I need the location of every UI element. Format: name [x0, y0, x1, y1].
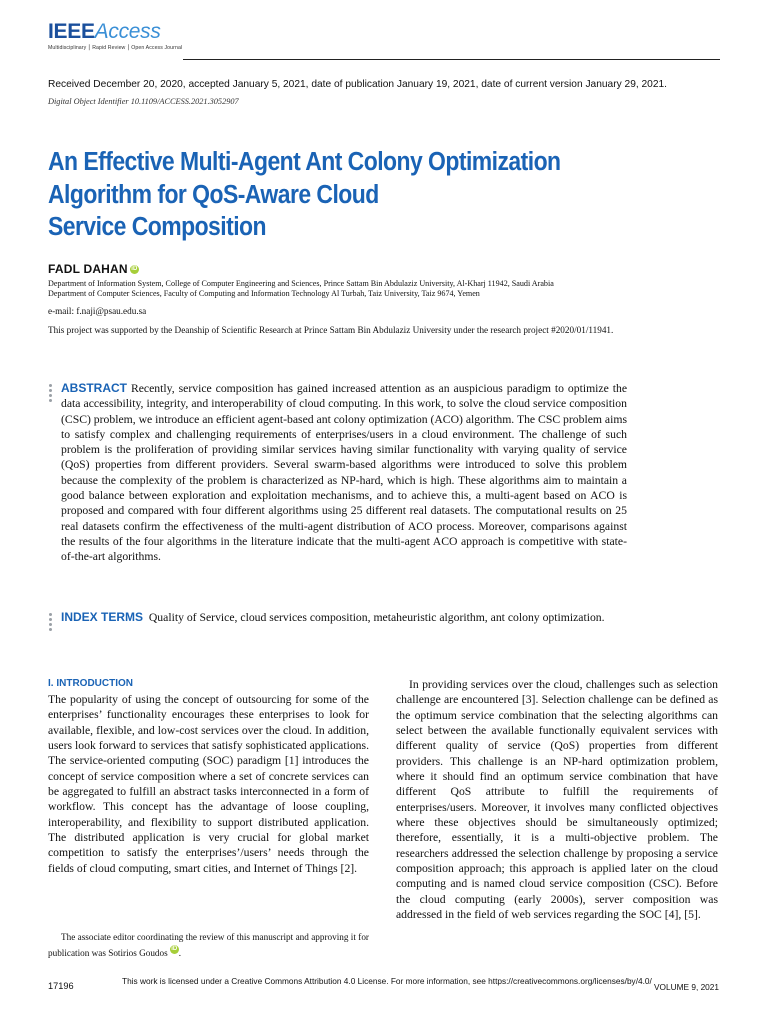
abstract-label: ABSTRACT	[61, 381, 127, 395]
journal-logo	[48, 21, 182, 51]
left-column	[48, 677, 369, 876]
intro-paragraph: In providing services over the cloud, challenges such as selection challenge are encountered [3]. Selection challenge can be defined as the optimum service combination that the selecting algorithms can select between the available functionally equivalent services with different quality of service (QoS) properties from different providers. This challenge is an NP-hard optimization problem, where it should find an optimum service combination that have different QoS attribute to fulfill the requirements of enterprises/users. Moreover, it involves many conflicted objectives where these objectives should be simultaneously optimized; therefore, essentially, it is a multi-objective problem. The researchers addressed the selection challenge by proposing a service composition approach; this approach is applied later on the cloud computing and is named cloud service composition (CSC). Before the cloud computing (early 2000s), server composition was addressed in the field of web services regarding the SOC [4], [5].	[396, 678, 718, 922]
affiliation: Department of Information System, College of Computer Engineering and Sciences, Prince Sattam Bin Abdulaziz University, Al-Kharj 11942, Saudi Arabia	[48, 279, 554, 288]
received-dates: Received December 20, 2020, accepted January 5, 2021, date of publication January 19, 2021, date of current version January 29, 2021.	[48, 79, 668, 90]
title-line: Service Composition	[48, 213, 267, 241]
intro-paragraph: The popularity of using the concept of outsourcing for some of the enterprises’ functionality encourages these enterprises to look for available, flexible, and low-cost services over the cloud. In addition, users look forward to services that satisfy sophisticated applications. The service-oriented computing (SOC) paradigm [1] introduces the concept of service composition where a set of concrete services can be aggregated to fulfill an abstract tasks interconnected in a form of workflow. This concept has the advantage of loose coupling, interoperability, and flexibility to support distributed application. The distributed application is very crucial for global market competition to satisfy the enterprises’/users’ needs through the fields of cloud computing, smart cities, and Internet of Things [2].	[48, 693, 369, 875]
journal-name-ieee: IEEE	[48, 20, 95, 43]
doi-line: Digital Object Identifier 10.1109/ACCESS.2021.3052907	[48, 97, 239, 106]
page-number: 17196	[48, 981, 74, 991]
index-terms	[61, 610, 627, 625]
author-name: FADL DAHAN	[48, 262, 128, 276]
journal-name-access: Access	[94, 20, 161, 43]
abstract-marker-icon	[48, 384, 54, 404]
affiliations	[48, 279, 554, 299]
journal-name	[48, 21, 182, 43]
author-row	[48, 262, 139, 276]
header-rule	[183, 59, 720, 60]
author-email: e-mail: f.naji@psau.edu.sa	[48, 306, 147, 316]
index-terms-label: INDEX TERMS	[61, 610, 144, 624]
journal-tagline: Multidisciplinary ⎮ Rapid Review ⎮ Open Access Journal	[48, 45, 183, 51]
editor-note: The associate editor coordinating the review of this manuscript and approving it for publication was Sotirios Goudos iD .	[48, 932, 369, 958]
section-heading: I. INTRODUCTION	[48, 678, 133, 689]
title-line: Algorithm for QoS-Aware Cloud	[48, 180, 379, 209]
license-footer: This work is licensed under a Creative Commons Attribution 4.0 License. For more information, see https://creativecommons.org/licenses/by/4.0/	[122, 976, 652, 986]
funding-note: This project was supported by the Deanship of Scientific Research at Prince Sattam Bin Abdulaziz University under the research project #2020/01/11941.	[48, 325, 614, 335]
index-terms-text: Quality of Service, cloud services composition, metaheuristic algorithm, ant colony optimization.	[148, 611, 605, 624]
right-column	[396, 677, 718, 923]
paper-title	[48, 146, 642, 244]
title-line: An Effective Multi-Agent Ant Colony Optimization	[48, 148, 561, 176]
orcid-icon[interactable]: iD	[171, 946, 178, 952]
abstract	[61, 381, 627, 565]
affiliation: Department of Computer Sciences, Faculty of Computing and Information Technology Al Turbah, Taiz University, Taiz 9674, Yemen	[48, 289, 480, 299]
volume-footer: VOLUME 9, 2021	[654, 982, 720, 992]
orcid-icon[interactable]: iD	[131, 265, 138, 272]
index-terms-marker-icon	[48, 613, 54, 633]
editor-note-text: The associate editor coordinating the review of this manuscript and approving it for publication was Sotirios Goudos	[48, 932, 369, 958]
abstract-text: Recently, service composition has gained increased attention as an auspicious paradigm to optimize the data accessibility, integrity, and interoperability of cloud computing. In this work, to solve the cloud service composition (CSC) problem, we introduce an efficient agent-based ant colony optimization (ACO) algorithm. The CSC problem aims to satisfy complex and challenging requirements of enterprises/users in a cloud environment. The challenge of such problem is the proliferation of providing similar services having similar functionality with varying quality of service (QoS) properties from different providers. Several swarm-based algorithms were introduced to solve this problem because the complexity of the problem is characterized as NP-hard, which is high. These algorithms aim to maintain a good balance between exploration and exploitation mechanisms, and to achieve this, a multi-agent based on ACO is proposed and compared with four different algorithms using 25 different real datasets. The computational results on 25 real datasets confirm the effectiveness of the multi-agent distribution of ACO process. Moreover, comparisons against the results of the four algorithms in the literature indicate that the multi-agent ACO approach is competitive with state-of-the-art algorithms.	[61, 382, 628, 564]
